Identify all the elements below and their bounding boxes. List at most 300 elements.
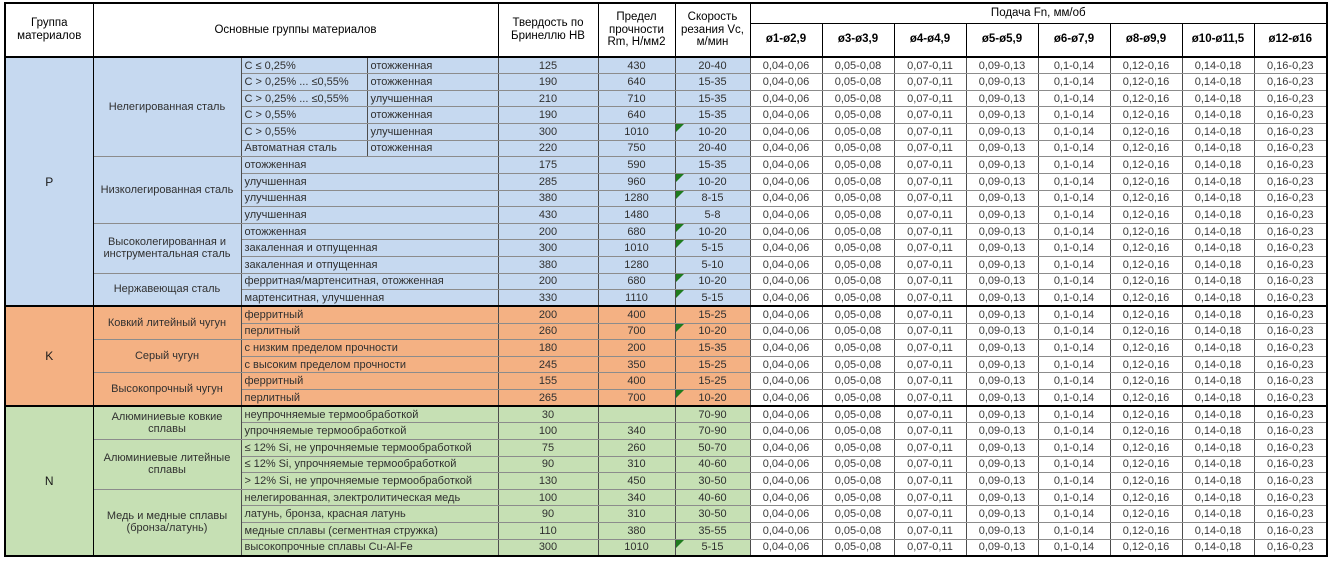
feed-cell[interactable]: 0,07-0,11 [894,190,966,207]
material-detail-cell[interactable]: закаленная и отпущенная [241,257,498,274]
material-detail-cell[interactable]: с низким пределом прочности [241,340,498,357]
material-detail-cell[interactable]: ≤ 12% Si, не упрочняемые термообработкой [241,439,498,456]
feed-cell[interactable]: 0,07-0,11 [894,489,966,506]
feed-cell[interactable]: 0,14-0,18 [1182,406,1254,423]
feed-cell[interactable]: 0,07-0,11 [894,74,966,91]
feed-cell[interactable]: 0,07-0,11 [894,90,966,107]
feed-cell[interactable]: 0,09-0,13 [966,57,1038,74]
feed-cell[interactable]: 0,12-0,16 [1110,223,1182,240]
feed-cell[interactable]: 0,16-0,23 [1254,173,1327,190]
feed-cell[interactable]: 0,16-0,23 [1254,473,1327,490]
feed-cell[interactable]: 0,12-0,16 [1110,456,1182,473]
feed-cell[interactable]: 0,16-0,23 [1254,506,1327,523]
feed-cell[interactable]: 0,09-0,13 [966,107,1038,124]
feed-cell[interactable]: 0,1-0,14 [1038,90,1110,107]
vc-cell[interactable]: 35-55 [675,523,750,540]
feed-cell[interactable]: 0,16-0,23 [1254,323,1327,340]
material-group-cell[interactable]: P [5,57,93,306]
header-feed-diameter-8[interactable]: ø12-ø16 [1254,23,1327,57]
feed-cell[interactable]: 0,04-0,06 [750,90,822,107]
feed-cell[interactable]: 0,16-0,23 [1254,539,1327,556]
feed-cell[interactable]: 0,04-0,06 [750,506,822,523]
feed-cell[interactable]: 0,04-0,06 [750,323,822,340]
feed-cell[interactable]: 0,09-0,13 [966,273,1038,290]
feed-cell[interactable]: 0,04-0,06 [750,340,822,357]
vc-cell[interactable]: 10-20 [675,323,750,340]
feed-cell[interactable]: 0,12-0,16 [1110,523,1182,540]
feed-cell[interactable]: 0,07-0,11 [894,290,966,307]
feed-cell[interactable]: 0,16-0,23 [1254,306,1327,323]
feed-cell[interactable]: 0,1-0,14 [1038,340,1110,357]
feed-cell[interactable]: 0,05-0,08 [822,323,894,340]
header-feed-diameter-5[interactable]: ø6-ø7,9 [1038,23,1110,57]
vc-cell[interactable]: 70-90 [675,423,750,440]
feed-cell[interactable]: 0,1-0,14 [1038,323,1110,340]
feed-cell[interactable]: 0,14-0,18 [1182,323,1254,340]
hb-cell[interactable]: 100 [498,423,598,440]
material-detail-cell[interactable]: улучшенная [241,190,498,207]
feed-cell[interactable]: 0,07-0,11 [894,506,966,523]
rm-cell[interactable]: 340 [598,489,675,506]
header-material-group[interactable]: Группа материалов [5,3,93,57]
feed-cell[interactable]: 0,09-0,13 [966,456,1038,473]
vc-cell[interactable]: 15-25 [675,306,750,323]
feed-cell[interactable]: 0,05-0,08 [822,140,894,157]
material-detail-cell[interactable]: улучшенная [241,173,498,190]
feed-cell[interactable]: 0,05-0,08 [822,57,894,74]
feed-cell[interactable]: 0,04-0,06 [750,406,822,423]
feed-cell[interactable]: 0,12-0,16 [1110,506,1182,523]
feed-cell[interactable]: 0,1-0,14 [1038,223,1110,240]
feed-cell[interactable]: 0,07-0,11 [894,406,966,423]
material-detail-cell[interactable]: ферритный [241,306,498,323]
hb-cell[interactable]: 100 [498,489,598,506]
feed-cell[interactable]: 0,1-0,14 [1038,157,1110,174]
feed-cell[interactable]: 0,04-0,06 [750,439,822,456]
header-feed-diameter-1[interactable]: ø1-ø2,9 [750,23,822,57]
rm-cell[interactable]: 700 [598,323,675,340]
vc-cell[interactable]: 8-15 [675,190,750,207]
feed-cell[interactable]: 0,05-0,08 [822,456,894,473]
feed-cell[interactable]: 0,14-0,18 [1182,473,1254,490]
hb-cell[interactable]: 155 [498,373,598,390]
feed-cell[interactable]: 0,09-0,13 [966,323,1038,340]
feed-cell[interactable]: 0,07-0,11 [894,306,966,323]
material-detail-cell[interactable]: ферритный [241,373,498,390]
feed-cell[interactable]: 0,1-0,14 [1038,373,1110,390]
feed-cell[interactable]: 0,05-0,08 [822,107,894,124]
feed-cell[interactable]: 0,09-0,13 [966,489,1038,506]
feed-cell[interactable]: 0,07-0,11 [894,390,966,407]
feed-cell[interactable]: 0,16-0,23 [1254,190,1327,207]
material-state-cell[interactable]: отожженная [367,74,498,91]
feed-cell[interactable]: 0,09-0,13 [966,240,1038,257]
feed-cell[interactable]: 0,05-0,08 [822,340,894,357]
hb-cell[interactable]: 130 [498,473,598,490]
vc-cell[interactable]: 15-35 [675,90,750,107]
header-strength[interactable]: Предел прочности Rm, Н/мм2 [598,3,675,57]
vc-cell[interactable]: 15-35 [675,74,750,91]
feed-cell[interactable]: 0,09-0,13 [966,157,1038,174]
material-detail-cell[interactable]: C > 0,55% [241,124,367,141]
feed-cell[interactable]: 0,09-0,13 [966,340,1038,357]
feed-cell[interactable]: 0,09-0,13 [966,173,1038,190]
feed-cell[interactable]: 0,05-0,08 [822,306,894,323]
feed-cell[interactable]: 0,07-0,11 [894,257,966,274]
feed-cell[interactable]: 0,04-0,06 [750,74,822,91]
vc-cell[interactable]: 5-8 [675,207,750,224]
hb-cell[interactable]: 265 [498,390,598,407]
material-subgroup-cell[interactable]: Нержавеющая сталь [93,273,241,306]
feed-cell[interactable]: 0,1-0,14 [1038,57,1110,74]
feed-cell[interactable]: 0,05-0,08 [822,90,894,107]
feed-cell[interactable]: 0,09-0,13 [966,473,1038,490]
header-feed-diameter-7[interactable]: ø10-ø11,5 [1182,23,1254,57]
feed-cell[interactable]: 0,12-0,16 [1110,57,1182,74]
header-speed[interactable]: Скорость резания Vc, м/мин [675,3,750,57]
feed-cell[interactable]: 0,1-0,14 [1038,207,1110,224]
rm-cell[interactable]: 1480 [598,207,675,224]
material-detail-cell[interactable]: латунь, бронза, красная латунь [241,506,498,523]
rm-cell[interactable]: 680 [598,273,675,290]
hb-cell[interactable]: 125 [498,57,598,74]
feed-cell[interactable]: 0,04-0,06 [750,207,822,224]
feed-cell[interactable]: 0,07-0,11 [894,423,966,440]
feed-cell[interactable]: 0,1-0,14 [1038,124,1110,141]
feed-cell[interactable]: 0,12-0,16 [1110,406,1182,423]
feed-cell[interactable]: 0,14-0,18 [1182,423,1254,440]
feed-cell[interactable]: 0,05-0,08 [822,539,894,556]
rm-cell[interactable]: 960 [598,173,675,190]
feed-cell[interactable]: 0,16-0,23 [1254,223,1327,240]
vc-cell[interactable]: 10-20 [675,273,750,290]
feed-cell[interactable]: 0,12-0,16 [1110,257,1182,274]
vc-cell[interactable]: 5-10 [675,257,750,274]
rm-cell[interactable]: 1010 [598,124,675,141]
material-detail-cell[interactable]: с высоким пределом прочности [241,356,498,373]
feed-cell[interactable]: 0,07-0,11 [894,124,966,141]
rm-cell[interactable]: 200 [598,340,675,357]
vc-cell[interactable]: 20-40 [675,140,750,157]
feed-cell[interactable]: 0,16-0,23 [1254,124,1327,141]
vc-cell[interactable]: 20-40 [675,57,750,74]
feed-cell[interactable]: 0,16-0,23 [1254,90,1327,107]
feed-cell[interactable]: 0,05-0,08 [822,489,894,506]
feed-cell[interactable]: 0,05-0,08 [822,157,894,174]
feed-cell[interactable]: 0,16-0,23 [1254,140,1327,157]
feed-cell[interactable]: 0,12-0,16 [1110,423,1182,440]
feed-cell[interactable]: 0,14-0,18 [1182,107,1254,124]
header-feed-diameter-4[interactable]: ø5-ø5,9 [966,23,1038,57]
feed-cell[interactable]: 0,14-0,18 [1182,207,1254,224]
feed-cell[interactable]: 0,09-0,13 [966,223,1038,240]
rm-cell[interactable]: 340 [598,423,675,440]
feed-cell[interactable]: 0,05-0,08 [822,207,894,224]
hb-cell[interactable]: 90 [498,456,598,473]
material-detail-cell[interactable]: медные сплавы (сегментная стружка) [241,523,498,540]
hb-cell[interactable]: 300 [498,124,598,141]
feed-cell[interactable]: 0,05-0,08 [822,506,894,523]
material-detail-cell[interactable]: улучшенная [241,207,498,224]
material-detail-cell[interactable]: высокопрочные сплавы Cu-Al-Fe [241,539,498,556]
feed-cell[interactable]: 0,14-0,18 [1182,157,1254,174]
hb-cell[interactable]: 200 [498,306,598,323]
feed-cell[interactable]: 0,09-0,13 [966,423,1038,440]
vc-cell[interactable]: 15-25 [675,356,750,373]
hb-cell[interactable]: 200 [498,273,598,290]
rm-cell[interactable]: 1110 [598,290,675,307]
feed-cell[interactable]: 0,05-0,08 [822,390,894,407]
hb-cell[interactable]: 430 [498,207,598,224]
feed-cell[interactable]: 0,12-0,16 [1110,390,1182,407]
feed-cell[interactable]: 0,14-0,18 [1182,306,1254,323]
feed-cell[interactable]: 0,05-0,08 [822,74,894,91]
feed-cell[interactable]: 0,12-0,16 [1110,190,1182,207]
material-detail-cell[interactable]: ферритная/мартенситная, отожженная [241,273,498,290]
feed-cell[interactable]: 0,14-0,18 [1182,190,1254,207]
feed-cell[interactable]: 0,12-0,16 [1110,306,1182,323]
material-detail-cell[interactable]: перлитный [241,323,498,340]
feed-cell[interactable]: 0,09-0,13 [966,290,1038,307]
feed-cell[interactable]: 0,14-0,18 [1182,506,1254,523]
feed-cell[interactable]: 0,12-0,16 [1110,340,1182,357]
hb-cell[interactable]: 180 [498,340,598,357]
feed-cell[interactable]: 0,09-0,13 [966,207,1038,224]
feed-cell[interactable]: 0,04-0,06 [750,306,822,323]
feed-cell[interactable]: 0,04-0,06 [750,356,822,373]
feed-cell[interactable]: 0,04-0,06 [750,57,822,74]
feed-cell[interactable]: 0,14-0,18 [1182,290,1254,307]
feed-cell[interactable]: 0,07-0,11 [894,539,966,556]
feed-cell[interactable]: 0,04-0,06 [750,257,822,274]
feed-cell[interactable]: 0,07-0,11 [894,240,966,257]
feed-cell[interactable]: 0,04-0,06 [750,539,822,556]
feed-cell[interactable]: 0,16-0,23 [1254,456,1327,473]
feed-cell[interactable]: 0,16-0,23 [1254,157,1327,174]
feed-cell[interactable]: 0,1-0,14 [1038,390,1110,407]
feed-cell[interactable]: 0,05-0,08 [822,423,894,440]
rm-cell[interactable]: 260 [598,439,675,456]
feed-cell[interactable]: 0,07-0,11 [894,140,966,157]
rm-cell[interactable]: 710 [598,90,675,107]
feed-cell[interactable]: 0,16-0,23 [1254,107,1327,124]
feed-cell[interactable]: 0,14-0,18 [1182,57,1254,74]
material-subgroup-cell[interactable]: Ковкий литейный чугун [93,306,241,339]
feed-cell[interactable]: 0,1-0,14 [1038,356,1110,373]
feed-cell[interactable]: 0,07-0,11 [894,356,966,373]
feed-cell[interactable]: 0,04-0,06 [750,473,822,490]
feed-cell[interactable]: 0,12-0,16 [1110,207,1182,224]
hb-cell[interactable]: 380 [498,257,598,274]
feed-cell[interactable]: 0,1-0,14 [1038,290,1110,307]
feed-cell[interactable]: 0,1-0,14 [1038,257,1110,274]
feed-cell[interactable]: 0,14-0,18 [1182,173,1254,190]
rm-cell[interactable]: 1010 [598,539,675,556]
rm-cell[interactable]: 680 [598,223,675,240]
feed-cell[interactable]: 0,07-0,11 [894,207,966,224]
vc-cell[interactable]: 15-35 [675,107,750,124]
feed-cell[interactable]: 0,04-0,06 [750,107,822,124]
feed-cell[interactable]: 0,09-0,13 [966,306,1038,323]
hb-cell[interactable]: 260 [498,323,598,340]
feed-cell[interactable]: 0,09-0,13 [966,539,1038,556]
hb-cell[interactable]: 210 [498,90,598,107]
feed-cell[interactable]: 0,1-0,14 [1038,406,1110,423]
header-feed-diameter-3[interactable]: ø4-ø4,9 [894,23,966,57]
hb-cell[interactable]: 300 [498,539,598,556]
header-main-groups[interactable]: Основные группы материалов [93,3,498,57]
vc-cell[interactable]: 10-20 [675,124,750,141]
feed-cell[interactable]: 0,09-0,13 [966,190,1038,207]
feed-cell[interactable]: 0,09-0,13 [966,506,1038,523]
hb-cell[interactable]: 175 [498,157,598,174]
feed-cell[interactable]: 0,14-0,18 [1182,390,1254,407]
feed-cell[interactable]: 0,14-0,18 [1182,140,1254,157]
feed-cell[interactable]: 0,12-0,16 [1110,124,1182,141]
feed-cell[interactable]: 0,04-0,06 [750,456,822,473]
feed-cell[interactable]: 0,05-0,08 [822,223,894,240]
feed-cell[interactable]: 0,16-0,23 [1254,207,1327,224]
feed-cell[interactable]: 0,07-0,11 [894,473,966,490]
feed-cell[interactable]: 0,16-0,23 [1254,390,1327,407]
material-group-cell[interactable]: N [5,406,93,556]
feed-cell[interactable]: 0,09-0,13 [966,124,1038,141]
feed-cell[interactable]: 0,14-0,18 [1182,523,1254,540]
feed-cell[interactable]: 0,16-0,23 [1254,257,1327,274]
feed-cell[interactable]: 0,1-0,14 [1038,473,1110,490]
rm-cell[interactable]: 1280 [598,257,675,274]
hb-cell[interactable]: 220 [498,140,598,157]
vc-cell[interactable]: 5-15 [675,539,750,556]
material-detail-cell[interactable]: Автоматная сталь [241,140,367,157]
material-subgroup-cell[interactable]: Высоколегированная и инструментальная сталь [93,223,241,273]
material-state-cell[interactable]: отожженная [367,57,498,74]
feed-cell[interactable]: 0,05-0,08 [822,124,894,141]
feed-cell[interactable]: 0,05-0,08 [822,290,894,307]
feed-cell[interactable]: 0,05-0,08 [822,523,894,540]
vc-cell[interactable]: 30-50 [675,506,750,523]
hb-cell[interactable]: 380 [498,190,598,207]
feed-cell[interactable]: 0,1-0,14 [1038,107,1110,124]
feed-cell[interactable]: 0,12-0,16 [1110,356,1182,373]
feed-cell[interactable]: 0,14-0,18 [1182,124,1254,141]
material-group-cell[interactable]: K [5,306,93,406]
hb-cell[interactable]: 90 [498,506,598,523]
feed-cell[interactable]: 0,12-0,16 [1110,323,1182,340]
feed-cell[interactable]: 0,14-0,18 [1182,356,1254,373]
feed-cell[interactable]: 0,12-0,16 [1110,140,1182,157]
feed-cell[interactable]: 0,16-0,23 [1254,489,1327,506]
material-detail-cell[interactable]: > 12% Si, не упрочняемые термообработкой [241,473,498,490]
feed-cell[interactable]: 0,07-0,11 [894,456,966,473]
feed-cell[interactable]: 0,05-0,08 [822,373,894,390]
feed-cell[interactable]: 0,14-0,18 [1182,90,1254,107]
feed-cell[interactable]: 0,12-0,16 [1110,290,1182,307]
vc-cell[interactable]: 50-70 [675,439,750,456]
vc-cell[interactable]: 15-25 [675,373,750,390]
feed-cell[interactable]: 0,1-0,14 [1038,423,1110,440]
feed-cell[interactable]: 0,09-0,13 [966,406,1038,423]
vc-cell[interactable]: 15-35 [675,340,750,357]
feed-cell[interactable]: 0,04-0,06 [750,489,822,506]
feed-cell[interactable]: 0,04-0,06 [750,523,822,540]
feed-cell[interactable]: 0,04-0,06 [750,373,822,390]
hb-cell[interactable]: 190 [498,74,598,91]
material-detail-cell[interactable]: C > 0,25% ... ≤0,55% [241,90,367,107]
vc-cell[interactable]: 10-20 [675,173,750,190]
feed-cell[interactable]: 0,09-0,13 [966,356,1038,373]
feed-cell[interactable]: 0,09-0,13 [966,523,1038,540]
hb-cell[interactable]: 30 [498,406,598,423]
vc-cell[interactable]: 5-15 [675,240,750,257]
feed-cell[interactable]: 0,07-0,11 [894,340,966,357]
hb-cell[interactable]: 190 [498,107,598,124]
feed-cell[interactable]: 0,12-0,16 [1110,173,1182,190]
feed-cell[interactable]: 0,16-0,23 [1254,57,1327,74]
material-detail-cell[interactable]: перлитный [241,390,498,407]
rm-cell[interactable]: 1010 [598,240,675,257]
feed-cell[interactable]: 0,05-0,08 [822,273,894,290]
feed-cell[interactable]: 0,07-0,11 [894,107,966,124]
rm-cell[interactable]: 430 [598,57,675,74]
material-state-cell[interactable]: улучшенная [367,90,498,107]
material-detail-cell[interactable]: неупрочняемые термообработкой [241,406,498,423]
header-feed-diameter-6[interactable]: ø8-ø9,9 [1110,23,1182,57]
feed-cell[interactable]: 0,09-0,13 [966,257,1038,274]
rm-cell[interactable]: 380 [598,523,675,540]
feed-cell[interactable]: 0,05-0,08 [822,356,894,373]
feed-cell[interactable]: 0,07-0,11 [894,373,966,390]
feed-cell[interactable]: 0,1-0,14 [1038,506,1110,523]
material-detail-cell[interactable]: нелегированная, электролитическая медь [241,489,498,506]
material-subgroup-cell[interactable]: Низколегированная сталь [93,157,241,224]
feed-cell[interactable]: 0,16-0,23 [1254,423,1327,440]
feed-cell[interactable]: 0,04-0,06 [750,124,822,141]
feed-cell[interactable]: 0,14-0,18 [1182,489,1254,506]
feed-cell[interactable]: 0,04-0,06 [750,423,822,440]
hb-cell[interactable]: 300 [498,240,598,257]
feed-cell[interactable]: 0,16-0,23 [1254,273,1327,290]
feed-cell[interactable]: 0,07-0,11 [894,173,966,190]
feed-cell[interactable]: 0,04-0,06 [750,223,822,240]
feed-cell[interactable]: 0,1-0,14 [1038,439,1110,456]
vc-cell[interactable]: 70-90 [675,406,750,423]
feed-cell[interactable]: 0,12-0,16 [1110,373,1182,390]
vc-cell[interactable]: 15-35 [675,157,750,174]
feed-cell[interactable]: 0,04-0,06 [750,290,822,307]
hb-cell[interactable]: 330 [498,290,598,307]
feed-cell[interactable]: 0,14-0,18 [1182,273,1254,290]
feed-cell[interactable]: 0,12-0,16 [1110,473,1182,490]
feed-cell[interactable]: 0,1-0,14 [1038,74,1110,91]
header-feed[interactable]: Подача Fn, мм/об [750,3,1327,23]
feed-cell[interactable]: 0,05-0,08 [822,190,894,207]
feed-cell[interactable]: 0,09-0,13 [966,390,1038,407]
feed-cell[interactable]: 0,12-0,16 [1110,90,1182,107]
feed-cell[interactable]: 0,07-0,11 [894,523,966,540]
feed-cell[interactable]: 0,1-0,14 [1038,173,1110,190]
feed-cell[interactable]: 0,14-0,18 [1182,456,1254,473]
feed-cell[interactable]: 0,04-0,06 [750,173,822,190]
feed-cell[interactable]: 0,16-0,23 [1254,240,1327,257]
feed-cell[interactable]: 0,16-0,23 [1254,406,1327,423]
rm-cell[interactable]: 310 [598,506,675,523]
feed-cell[interactable]: 0,16-0,23 [1254,340,1327,357]
rm-cell[interactable]: 400 [598,373,675,390]
feed-cell[interactable]: 0,05-0,08 [822,439,894,456]
material-detail-cell[interactable]: отожженная [241,157,498,174]
material-subgroup-cell[interactable]: Нелегированная сталь [93,57,241,157]
